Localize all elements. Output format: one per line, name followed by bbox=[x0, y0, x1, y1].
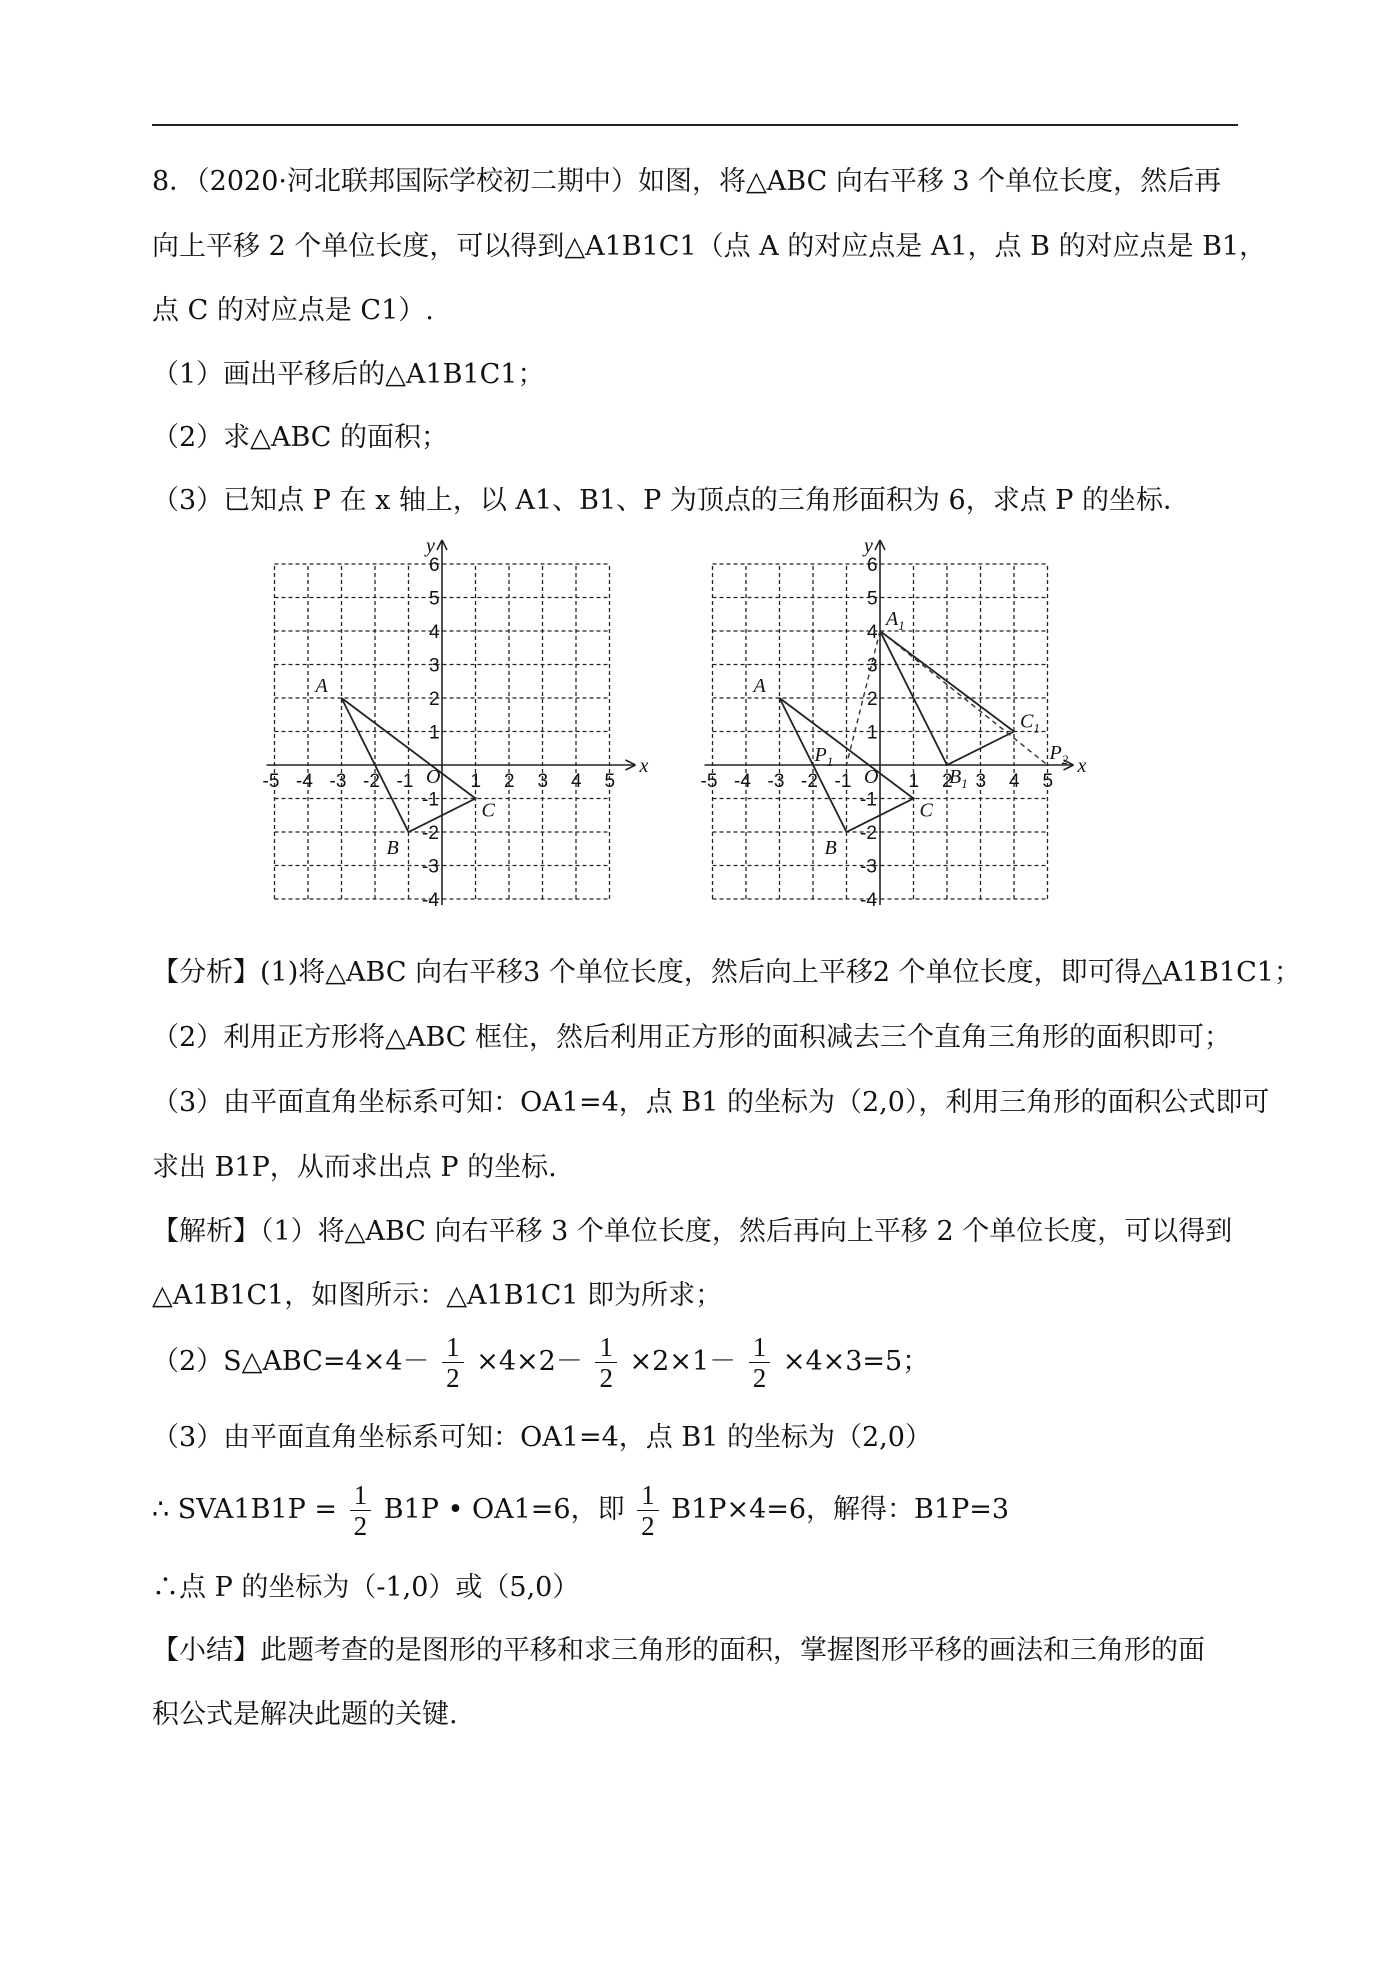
question-3: （3）已知点 P 在 x 轴上，以 A1、B1、P 为顶点的三角形面积为 6，求点 P 的坐标． bbox=[152, 485, 1191, 516]
triangle-area-a: B1P • OA1=6，即 bbox=[383, 1494, 625, 1525]
point-c1-label: $C_1$ bbox=[1020, 710, 1040, 736]
fraction-half-2 bbox=[595, 1332, 617, 1393]
y-tick-label: 5 bbox=[867, 588, 878, 610]
x-tick-label: 1 bbox=[470, 771, 482, 792]
y-tick-label: -4 bbox=[860, 890, 877, 911]
point-a-label: A bbox=[753, 675, 766, 697]
y-tick-label: -3 bbox=[422, 856, 439, 878]
summary-text1: 此题考查的是图形的平移和求三角形的面积，掌握图形平移的画法和三角形的面 bbox=[260, 1635, 1205, 1666]
problem-intro-line1: 8．（2020·河北联邦国际学校初二期中）如图，将△ABC 向右平移 3 个单位长度，然后再 bbox=[152, 166, 1222, 197]
x-tick-label: -3 bbox=[329, 771, 347, 792]
y-tick-label: 4 bbox=[867, 622, 878, 643]
point-b1-label: $B_1$ bbox=[949, 766, 968, 791]
analysis-line1 bbox=[152, 955, 1301, 991]
fraction-half-4 bbox=[350, 1480, 372, 1541]
x-axis-label: x bbox=[1077, 755, 1087, 777]
fraction-half-1 bbox=[442, 1332, 464, 1393]
area-formula-b: ×2×1－ bbox=[629, 1346, 737, 1377]
origin-label: O bbox=[864, 766, 879, 788]
x-tick-label: 4 bbox=[1009, 771, 1020, 792]
y-tick-label: 5 bbox=[429, 588, 440, 610]
solution-line5 bbox=[152, 1480, 1009, 1541]
question-2: （2）求△ABC 的面积； bbox=[152, 422, 449, 453]
fraction-den: 2 bbox=[752, 1363, 767, 1393]
area-formula-a: ×4×2－ bbox=[476, 1346, 583, 1377]
coordinate-plane-left bbox=[262, 535, 672, 930]
x-tick-label: 5 bbox=[1042, 771, 1054, 792]
triangle-area-prefix: ∴ SVA1B1P = bbox=[152, 1494, 337, 1525]
x-tick-label: 2 bbox=[942, 771, 953, 792]
x-tick-label: -4 bbox=[296, 771, 313, 792]
fraction-half-5 bbox=[637, 1480, 659, 1541]
solution-line1 bbox=[152, 1214, 1232, 1250]
analysis-head: 【分析】 bbox=[152, 957, 260, 988]
point-b-label: B bbox=[824, 837, 837, 859]
solution-line2: △A1B1C1，如图所示：△A1B1C1 即为所求； bbox=[152, 1280, 723, 1311]
y-axis-label: y bbox=[864, 535, 873, 557]
question-1: （1）画出平移后的△A1B1C1； bbox=[152, 359, 545, 390]
summary-line2: 积公式是解决此题的关键. bbox=[152, 1699, 458, 1730]
solution-text1: （1）将△ABC 向右平移 3 个单位长度，然后再向上平移 2 个单位长度，可以得到 bbox=[260, 1216, 1233, 1247]
x-tick-label: -3 bbox=[767, 771, 785, 792]
y-tick-label: 3 bbox=[867, 655, 878, 677]
summary-line1 bbox=[152, 1633, 1205, 1669]
y-tick-label: -1 bbox=[422, 789, 439, 811]
area-formula-prefix: （2）S△ABC=4×4－ bbox=[152, 1346, 430, 1377]
y-tick-label: -3 bbox=[860, 856, 877, 878]
x-tick-label: -5 bbox=[262, 771, 280, 792]
solution-head: 【解析】 bbox=[152, 1216, 260, 1247]
point-p1-label: $P_1$ bbox=[814, 744, 834, 769]
fraction-den: 2 bbox=[641, 1511, 655, 1541]
x-tick-label: 3 bbox=[537, 771, 549, 792]
y-tick-label: 3 bbox=[429, 655, 440, 677]
origin-label: O bbox=[426, 766, 441, 788]
header-rule bbox=[152, 124, 1238, 126]
y-axis-label: y bbox=[426, 535, 435, 557]
y-tick-label: 6 bbox=[867, 555, 878, 576]
point-a-label: A bbox=[315, 675, 328, 697]
x-tick-label: -5 bbox=[700, 771, 718, 792]
y-tick-label: -1 bbox=[860, 789, 877, 811]
y-tick-label: -2 bbox=[422, 823, 439, 844]
x-tick-label: -4 bbox=[734, 771, 751, 792]
y-tick-label: 1 bbox=[867, 722, 878, 744]
area-formula-c: ×4×3=5； bbox=[782, 1346, 930, 1377]
solution-line4: （3）由平面直角坐标系可知：OA1=4，点 B1 的坐标为（2,0） bbox=[152, 1422, 932, 1453]
y-tick-label: 4 bbox=[429, 622, 440, 643]
x-tick-label: 5 bbox=[604, 771, 616, 792]
x-tick-label: -2 bbox=[363, 771, 380, 792]
y-tick-label: 2 bbox=[429, 689, 440, 710]
analysis-text1: (1)将△ABC 向右平移3 个单位长度，然后向上平移2 个单位长度，即可得△A1B1C1； bbox=[260, 957, 1301, 988]
point-c-label: C bbox=[481, 799, 495, 822]
x-tick-label: 3 bbox=[975, 771, 987, 792]
solution-line3 bbox=[152, 1332, 929, 1393]
figure-left bbox=[262, 535, 672, 930]
point-b-label: B bbox=[386, 837, 399, 859]
fraction-num: 1 bbox=[595, 1332, 617, 1363]
y-tick-label: -2 bbox=[860, 823, 877, 844]
triangle-area-b: B1P×4=6，解得：B1P=3 bbox=[671, 1494, 1010, 1525]
x-tick-label: 4 bbox=[571, 771, 582, 792]
x-axis-label: x bbox=[639, 755, 649, 777]
fraction-num: 1 bbox=[442, 1332, 464, 1363]
fraction-den: 2 bbox=[599, 1363, 613, 1393]
y-tick-label: 6 bbox=[429, 555, 440, 576]
fraction-den: 2 bbox=[353, 1511, 368, 1541]
y-tick-label: 1 bbox=[429, 722, 440, 744]
solution-line6: ∴点 P 的坐标为（-1,0）或（5,0） bbox=[152, 1572, 580, 1603]
point-a1-label: $A_1$ bbox=[886, 608, 905, 633]
fraction-num: 1 bbox=[350, 1480, 372, 1511]
fraction-num: 1 bbox=[749, 1332, 771, 1363]
problem-intro-line2: 向上平移 2 个单位长度，可以得到△A1B1C1（点 A 的对应点是 A1，点 B 的对应点是 B1， bbox=[152, 231, 1267, 262]
point-c-label: C bbox=[919, 799, 933, 822]
point-p2-label: $P_2$ bbox=[1049, 742, 1069, 767]
analysis-line3: （3）由平面直角坐标系可知：OA1=4，点 B1 的坐标为（2,0），利用三角形的面积公式即可 bbox=[152, 1087, 1270, 1118]
x-tick-label: -1 bbox=[834, 771, 852, 792]
fraction-den: 2 bbox=[446, 1363, 460, 1393]
figure-right bbox=[700, 535, 1130, 930]
y-tick-label: 2 bbox=[867, 689, 878, 710]
analysis-line2: （2）利用正方形将△ABC 框住，然后利用正方形的面积减去三个直角三角形的面积即可； bbox=[152, 1022, 1232, 1053]
x-tick-label: -1 bbox=[396, 771, 414, 792]
y-tick-label: -4 bbox=[422, 890, 439, 911]
fraction-num: 1 bbox=[637, 1480, 659, 1511]
analysis-line4: 求出 B1P，从而求出点 P 的坐标. bbox=[152, 1152, 557, 1183]
coordinate-plane-right bbox=[700, 535, 1130, 930]
x-tick-label: 2 bbox=[504, 771, 515, 792]
x-tick-label: 1 bbox=[908, 771, 920, 792]
summary-head: 【小结】 bbox=[152, 1635, 260, 1666]
problem-intro-line3: 点 C 的对应点是 C1）. bbox=[152, 295, 434, 326]
fraction-half-3 bbox=[749, 1332, 771, 1393]
x-tick-label: -2 bbox=[801, 771, 818, 792]
